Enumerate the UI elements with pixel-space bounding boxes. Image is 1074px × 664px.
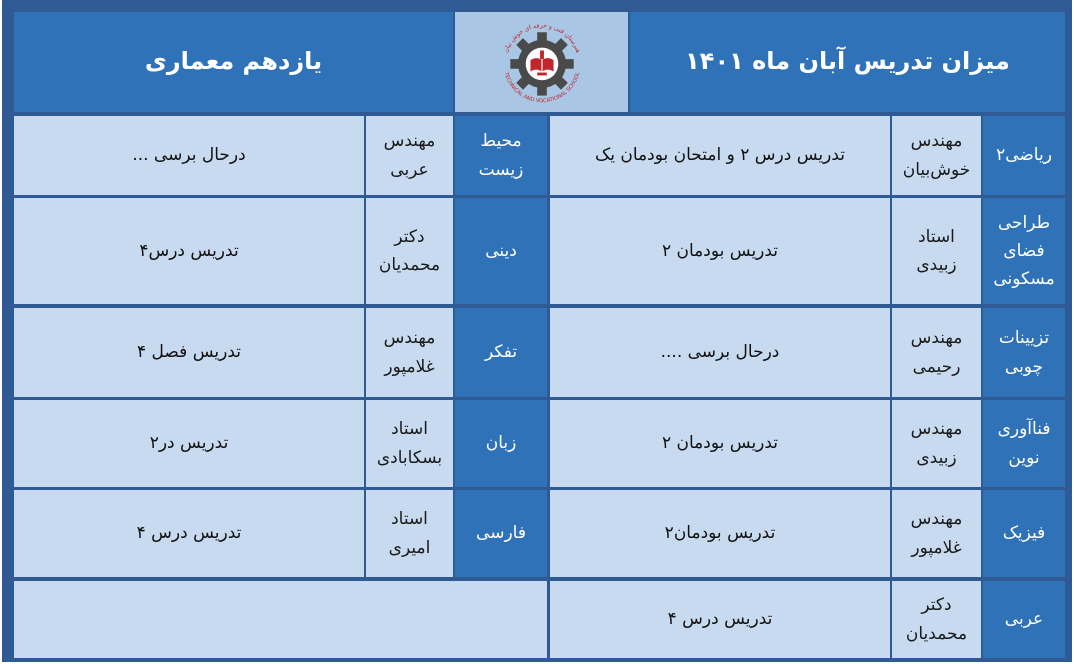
status-cell: درحال برسی ... (14, 116, 364, 195)
status-cell: تدریس درس۴ (14, 198, 364, 304)
header-title: میزان تدریس آبان ماه ۱۴۰۱ (630, 12, 1065, 112)
subject-cell: تزیینات چوبی (983, 308, 1065, 397)
subject-cell: فارسی (455, 490, 547, 577)
subject-cell: زبان (455, 400, 547, 487)
status-cell: تدریس در۲ (14, 400, 364, 487)
teacher-cell: مهندس عربی (366, 116, 453, 195)
subject-cell: فیزیک (983, 490, 1065, 577)
status-cell: تدریس درس ۴ (550, 581, 890, 658)
class-name: یازدهم معماری (14, 12, 453, 112)
schedule-board (2, 0, 1072, 662)
status-cell: تدریس بودمان۲ (550, 490, 890, 577)
teacher-cell: دکتر محمدیان (892, 581, 981, 658)
teacher-cell: مهندس غلامپور (366, 308, 453, 397)
teacher-cell: مهندس غلامپور (892, 490, 981, 577)
teacher-cell: مهندس زبیدی (892, 400, 981, 487)
status-cell: تدریس درس ۴ (14, 490, 364, 577)
status-cell: تدریس بودمان ۲ (550, 198, 890, 304)
subject-cell: دینی (455, 198, 547, 304)
status-cell: تدریس بودمان ۲ (550, 400, 890, 487)
teacher-cell: استاد زبیدی (892, 198, 981, 304)
teacher-cell: مهندس خوش‌بیان (892, 116, 981, 195)
subject-cell: طراحی فضای مسکونی (983, 198, 1065, 304)
teacher-cell: استاد بسکابادی (366, 400, 453, 487)
empty-cell (14, 581, 547, 658)
status-cell: تدریس فصل ۴ (14, 308, 364, 397)
subject-cell: محیط زیست (455, 116, 547, 195)
subject-cell: تفکر (455, 308, 547, 397)
subject-cell: فناآوری نوین (983, 400, 1065, 487)
school-gear-book-logo-icon (492, 14, 592, 110)
svg-text:هنرستان فنی و حرفه ای خوش بیان: هنرستان فنی و حرفه ای خوش بیان (501, 22, 582, 54)
school-logo-cell (455, 12, 628, 112)
teacher-cell: دکتر محمدیان (366, 198, 453, 304)
svg-text:TECHNICAL AND VOCATIONAL SCHOO: TECHNICAL AND VOCATIONAL SCHOOL (502, 71, 581, 105)
subject-cell: ریاضی۲ (983, 116, 1065, 195)
status-cell: درحال برسی .... (550, 308, 890, 397)
status-cell: تدریس درس ۲ و امتحان بودمان یک (550, 116, 890, 195)
teacher-cell: استاد امیری (366, 490, 453, 577)
teacher-cell: مهندس رحیمی (892, 308, 981, 397)
subject-cell: عربی (983, 581, 1065, 658)
